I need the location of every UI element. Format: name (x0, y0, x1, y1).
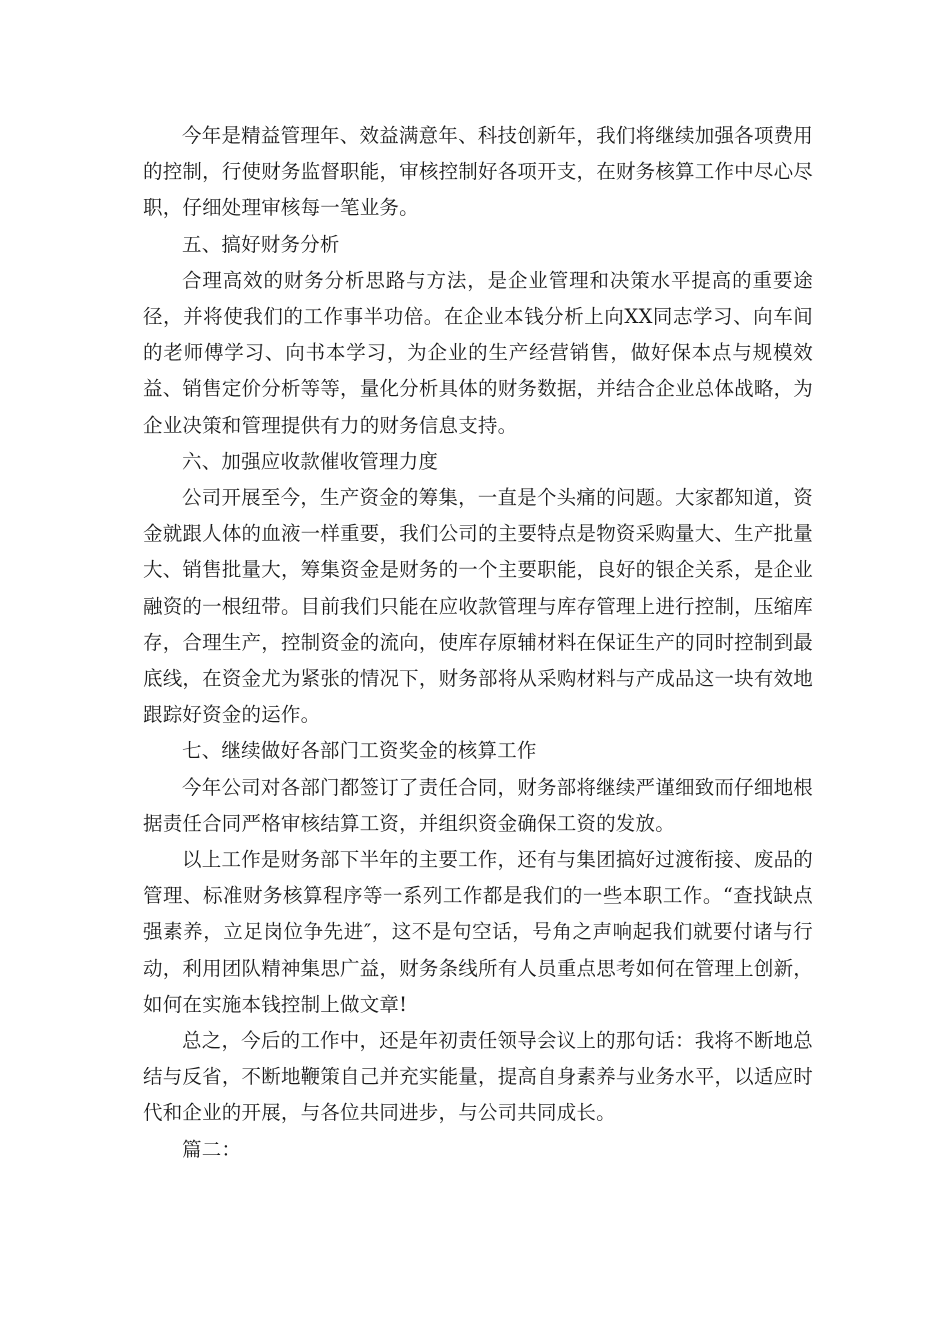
section-heading-5: 五、搞好财务分析 (182, 232, 340, 256)
paragraph-conclusion: 总之，今后的工作中，还是年初责任领导会议上的那句话：我将不断地总结与反省，不断地鞭策自己并充实能量，提高自身素养与业务水平，以适应时代和企业的开展，与各位共同进步，与公司共同成长。 (143, 1029, 813, 1125)
paragraph-cost-control: 今年是精益管理年、效益满意年、科技创新年，我们将继续加强各项费用的控制，行使财务监督职能，审核控制好各项开支，在财务核算工作中尽心尽职，仔细处理审核每一笔业务。 (143, 124, 813, 220)
paragraph-financial-analysis: 合理高效的财务分析思路与方法，是企业管理和决策水平提高的重要途径，并将使我们的工作事半功倍。在企业本钱分析上向XX同志学习、向车间的老师傅学习、向书本学习，为企业的生产经营销售，做好保本点与规模效益、销售定价分析等等，量化分析具体的财务数据，并结合企业总体战略，为企业决策和管理提供有力的财务信息支持。 (143, 268, 813, 437)
section-heading-6: 六、加强应收款催收管理力度 (182, 449, 439, 473)
section-heading-7: 七、继续做好各部门工资奖金的核算工作 (182, 739, 537, 763)
paragraph-summary-work: 以上工作是财务部下半年的主要工作，还有与集团搞好过渡衔接、废品的管理、标准财务核算程序等一系列工作都是我们的一些本职工作。“查找缺点强素养，立足岗位争先进″，这不是句空话，号角之声响起我们就要付诸与行动，利用团队精神集思广益，财务条线所有人员重点思考如何在管理上创新，如何在实施本钱控制上做文章! (143, 848, 813, 1016)
part-two-heading: 篇二： (182, 1137, 242, 1161)
document-body (143, 118, 813, 1168)
paragraph-receivables: 公司开展至今，生产资金的筹集，一直是个头痛的问题。大家都知道，资金就跟人体的血液一样重要，我们公司的主要特点是物资采购量大、生产批量大、销售批量大，筹集资金是财务的一个主要职能，良好的银企关系，是企业融资的一根纽带。目前我们只能在应收款管理与库存管理上进行控制，压缩库存，合理生产，控制资金的流向，使库存原辅材料在保证生产的同时控制到最底线，在资金尤为紧张的情况下，财务部将从采购材料与产成品这一块有效地跟踪好资金的运作。 (143, 486, 813, 727)
paragraph-payroll: 今年公司对各部门都签订了责任合同，财务部将继续严谨细致而仔细地根据责任合同严格审核结算工资，并组织资金确保工资的发放。 (143, 775, 813, 835)
